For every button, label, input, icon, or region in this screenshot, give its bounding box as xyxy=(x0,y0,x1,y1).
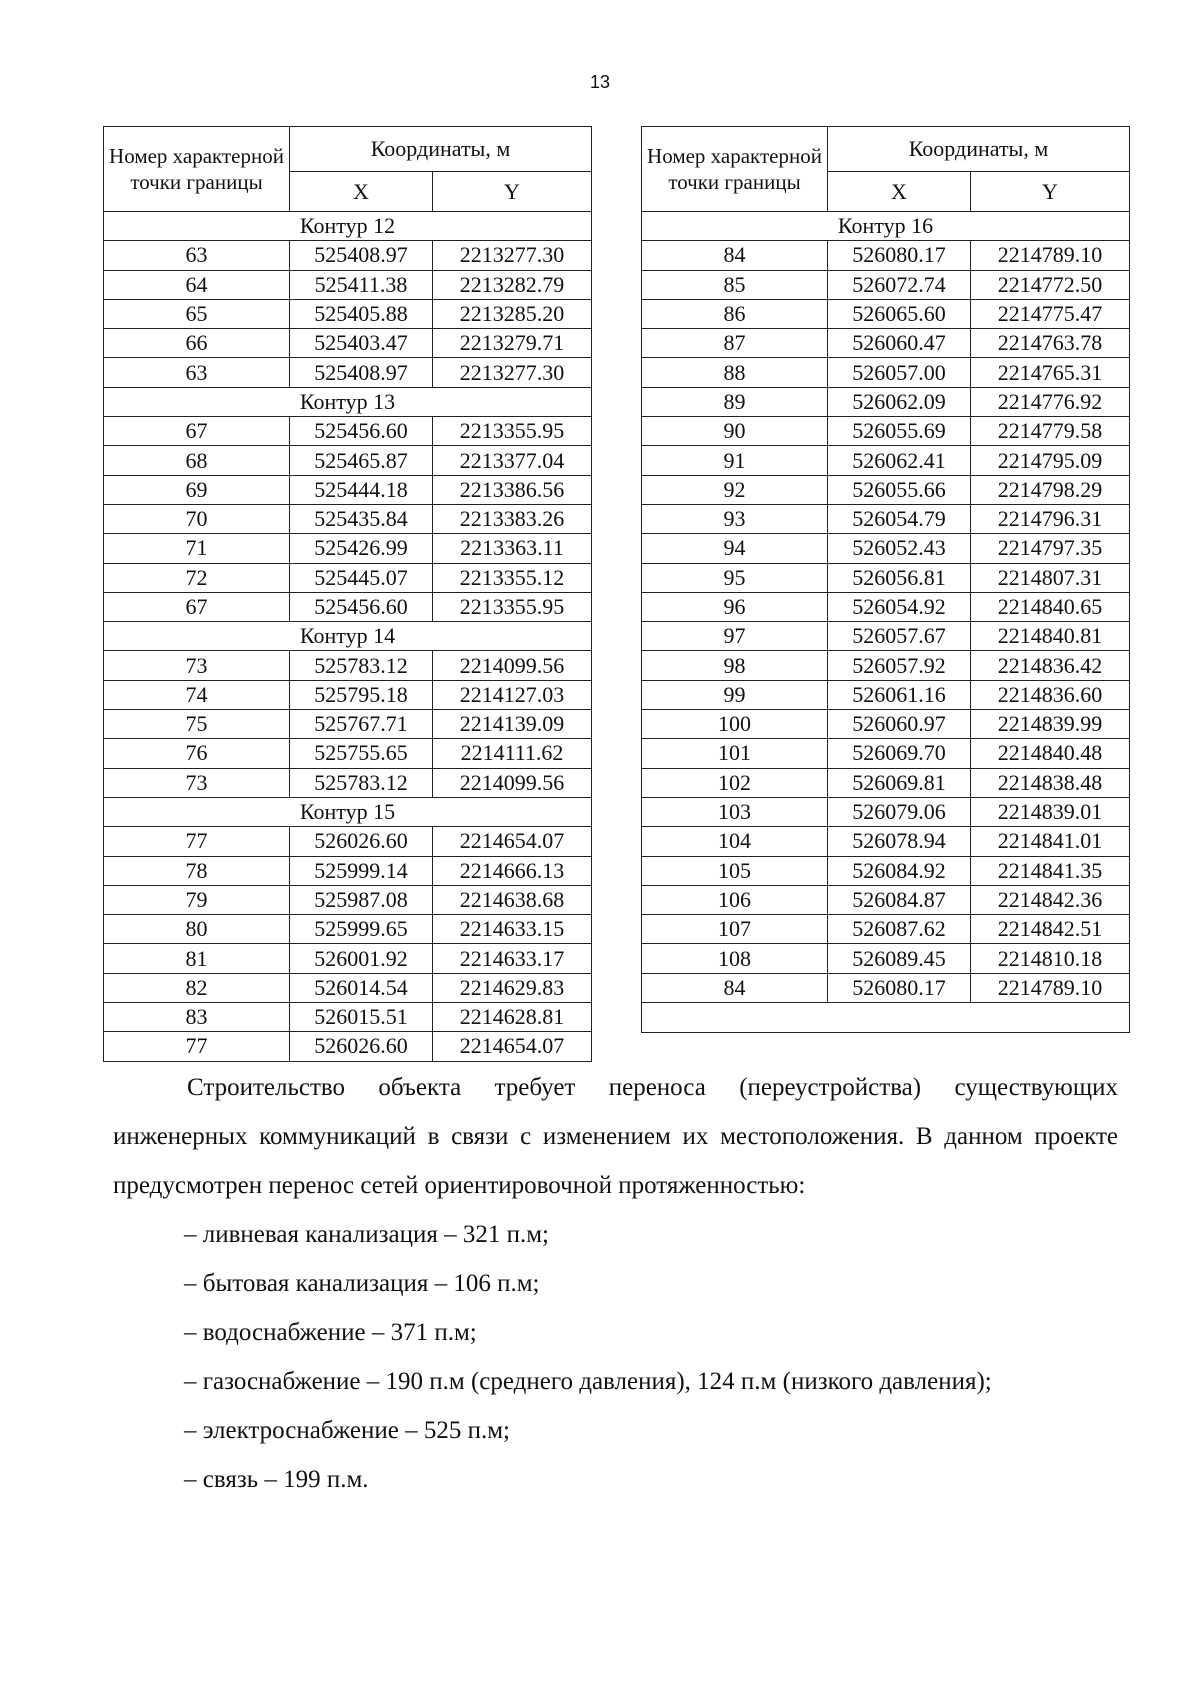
x-coordinate-cell: 526015.51 xyxy=(290,1003,433,1032)
table-row xyxy=(104,504,592,533)
point-number-cell: 101 xyxy=(642,739,828,768)
list-item: – бытовая канализация – 106 п.м; xyxy=(184,1270,540,1297)
point-number-cell: 108 xyxy=(642,944,828,973)
x-coordinate-cell: 525445.07 xyxy=(290,563,433,592)
contour-row xyxy=(104,387,592,416)
header-y: Y xyxy=(433,172,592,212)
list-item: – водоснабжение – 371 п.м; xyxy=(184,1319,477,1346)
coordinates-table-right xyxy=(641,126,1130,1033)
y-coordinate-cell: 2213282.79 xyxy=(433,270,592,299)
point-number-cell: 77 xyxy=(104,1032,290,1061)
table-row xyxy=(104,358,592,387)
y-coordinate-cell: 2214810.18 xyxy=(971,944,1130,973)
point-number-cell: 66 xyxy=(104,329,290,358)
point-number-cell: 78 xyxy=(104,856,290,885)
x-coordinate-cell: 526055.69 xyxy=(828,417,971,446)
y-coordinate-cell: 2214836.42 xyxy=(971,651,1130,680)
point-number-cell: 65 xyxy=(104,299,290,328)
point-number-cell: 67 xyxy=(104,417,290,446)
list-item: – газоснабжение – 190 п.м (среднего давления), 124 п.м (низкого давления); xyxy=(184,1368,992,1395)
header-x: X xyxy=(290,172,433,212)
y-coordinate-cell: 2214838.48 xyxy=(971,768,1130,797)
point-number-cell: 71 xyxy=(104,534,290,563)
contour-row xyxy=(104,797,592,826)
table-row xyxy=(642,973,1130,1002)
x-coordinate-cell: 526014.54 xyxy=(290,973,433,1002)
table-row xyxy=(642,534,1130,563)
point-number-cell: 80 xyxy=(104,915,290,944)
point-number-cell: 96 xyxy=(642,592,828,621)
page-number: 13 xyxy=(589,72,611,92)
point-number-cell: 98 xyxy=(642,651,828,680)
x-coordinate-cell: 525795.18 xyxy=(290,680,433,709)
table-row xyxy=(642,827,1130,856)
y-coordinate-cell: 2214797.35 xyxy=(971,534,1130,563)
list-item: – ливневая канализация – 321 п.м; xyxy=(184,1221,549,1248)
y-coordinate-cell: 2214841.01 xyxy=(971,827,1130,856)
x-coordinate-cell: 525408.97 xyxy=(290,241,433,270)
point-number-cell: 103 xyxy=(642,797,828,826)
point-number-cell: 95 xyxy=(642,563,828,592)
y-coordinate-cell: 2214789.10 xyxy=(971,973,1130,1002)
y-coordinate-cell: 2213386.56 xyxy=(433,475,592,504)
y-coordinate-cell: 2213383.26 xyxy=(433,504,592,533)
x-coordinate-cell: 526084.87 xyxy=(828,885,971,914)
y-coordinate-cell: 2214796.31 xyxy=(971,504,1130,533)
point-number-cell: 107 xyxy=(642,915,828,944)
point-number-cell: 100 xyxy=(642,710,828,739)
point-number-cell: 79 xyxy=(104,885,290,914)
contour-label: Контур 15 xyxy=(104,797,592,826)
table-row xyxy=(642,710,1130,739)
table-row xyxy=(642,915,1130,944)
table-row xyxy=(642,417,1130,446)
x-coordinate-cell: 525456.60 xyxy=(290,417,433,446)
y-coordinate-cell: 2214628.81 xyxy=(433,1003,592,1032)
table-row xyxy=(642,944,1130,973)
y-coordinate-cell: 2214840.65 xyxy=(971,592,1130,621)
x-coordinate-cell: 525999.65 xyxy=(290,915,433,944)
y-coordinate-cell: 2214776.92 xyxy=(971,387,1130,416)
x-coordinate-cell: 525426.99 xyxy=(290,534,433,563)
contour-label: Контур 12 xyxy=(104,212,592,241)
x-coordinate-cell: 525999.14 xyxy=(290,856,433,885)
table-row xyxy=(642,622,1130,651)
point-number-cell: 97 xyxy=(642,622,828,651)
x-coordinate-cell: 525987.08 xyxy=(290,885,433,914)
point-number-cell: 106 xyxy=(642,885,828,914)
table-row xyxy=(642,651,1130,680)
point-number-cell: 68 xyxy=(104,446,290,475)
y-coordinate-cell: 2214841.35 xyxy=(971,856,1130,885)
y-coordinate-cell: 2214111.62 xyxy=(433,739,592,768)
contour-row xyxy=(642,212,1130,241)
header-coordinates: Координаты, м xyxy=(290,127,592,172)
x-coordinate-cell: 526069.70 xyxy=(828,739,971,768)
point-number-cell: 82 xyxy=(104,973,290,1002)
y-coordinate-cell: 2213279.71 xyxy=(433,329,592,358)
contour-row xyxy=(104,212,592,241)
point-number-cell: 93 xyxy=(642,504,828,533)
table-row xyxy=(104,329,592,358)
x-coordinate-cell: 525444.18 xyxy=(290,475,433,504)
y-coordinate-cell: 2213277.30 xyxy=(433,358,592,387)
x-coordinate-cell: 526084.92 xyxy=(828,856,971,885)
table-row xyxy=(104,417,592,446)
utilities-list xyxy=(113,1210,1118,1504)
point-number-cell: 73 xyxy=(104,768,290,797)
table-row xyxy=(104,739,592,768)
y-coordinate-cell: 2213355.95 xyxy=(433,592,592,621)
y-coordinate-cell: 2214654.07 xyxy=(433,1032,592,1061)
x-coordinate-cell: 525783.12 xyxy=(290,768,433,797)
x-coordinate-cell: 525465.87 xyxy=(290,446,433,475)
y-coordinate-cell: 2214779.58 xyxy=(971,417,1130,446)
x-coordinate-cell: 526056.81 xyxy=(828,563,971,592)
table-row xyxy=(104,299,592,328)
x-coordinate-cell: 526072.74 xyxy=(828,270,971,299)
table-row xyxy=(104,563,592,592)
x-coordinate-cell: 526065.60 xyxy=(828,299,971,328)
x-coordinate-cell: 526057.92 xyxy=(828,651,971,680)
x-coordinate-cell: 526087.62 xyxy=(828,915,971,944)
table-row xyxy=(104,710,592,739)
table-row xyxy=(104,973,592,1002)
y-coordinate-cell: 2214654.07 xyxy=(433,827,592,856)
x-coordinate-cell: 525411.38 xyxy=(290,270,433,299)
y-coordinate-cell: 2214763.78 xyxy=(971,329,1130,358)
x-coordinate-cell: 526078.94 xyxy=(828,827,971,856)
header-point-number: Номер характерной точки границы xyxy=(642,127,828,212)
x-coordinate-cell: 526069.81 xyxy=(828,768,971,797)
table-row xyxy=(642,563,1130,592)
y-coordinate-cell: 2214629.83 xyxy=(433,973,592,1002)
x-coordinate-cell: 525783.12 xyxy=(290,651,433,680)
table-row xyxy=(104,1003,592,1032)
point-number-cell: 69 xyxy=(104,475,290,504)
paragraph: Строительство объекта требует переноса (переустройства) существующих инженерных коммуникаций в связи с изменением их местоположения. В данном проекте предусмотрен перенос сетей ориентировочной протяженностью: xyxy=(113,1074,1118,1199)
y-coordinate-cell: 2214840.48 xyxy=(971,739,1130,768)
point-number-cell: 105 xyxy=(642,856,828,885)
x-coordinate-cell: 525403.47 xyxy=(290,329,433,358)
y-coordinate-cell: 2214840.81 xyxy=(971,622,1130,651)
table-row xyxy=(104,534,592,563)
x-coordinate-cell: 526057.67 xyxy=(828,622,971,651)
point-number-cell: 73 xyxy=(104,651,290,680)
y-coordinate-cell: 2214666.13 xyxy=(433,856,592,885)
contour-row xyxy=(104,622,592,651)
point-number-cell: 63 xyxy=(104,358,290,387)
table-row xyxy=(104,885,592,914)
point-number-cell: 94 xyxy=(642,534,828,563)
table-row xyxy=(642,387,1130,416)
x-coordinate-cell: 525456.60 xyxy=(290,592,433,621)
table-row xyxy=(104,446,592,475)
table-row xyxy=(642,739,1130,768)
header-point-number: Номер характерной точки границы xyxy=(104,127,290,212)
y-coordinate-cell: 2214099.56 xyxy=(433,768,592,797)
point-number-cell: 74 xyxy=(104,680,290,709)
point-number-cell: 77 xyxy=(104,827,290,856)
x-coordinate-cell: 526001.92 xyxy=(290,944,433,973)
x-coordinate-cell: 526079.06 xyxy=(828,797,971,826)
x-coordinate-cell: 526026.60 xyxy=(290,1032,433,1061)
body-text xyxy=(113,1063,1118,1504)
x-coordinate-cell: 525755.65 xyxy=(290,739,433,768)
y-coordinate-cell: 2214099.56 xyxy=(433,651,592,680)
y-coordinate-cell: 2213363.11 xyxy=(433,534,592,563)
table-row xyxy=(642,768,1130,797)
x-coordinate-cell: 525408.97 xyxy=(290,358,433,387)
y-coordinate-cell: 2213355.12 xyxy=(433,563,592,592)
point-number-cell: 89 xyxy=(642,387,828,416)
x-coordinate-cell: 525767.71 xyxy=(290,710,433,739)
point-number-cell: 85 xyxy=(642,270,828,299)
y-coordinate-cell: 2214638.68 xyxy=(433,885,592,914)
y-coordinate-cell: 2213377.04 xyxy=(433,446,592,475)
table-row xyxy=(104,915,592,944)
point-number-cell: 99 xyxy=(642,680,828,709)
left-table-body xyxy=(104,212,592,1062)
table-row xyxy=(642,797,1130,826)
y-coordinate-cell: 2214795.09 xyxy=(971,446,1130,475)
table-row xyxy=(104,768,592,797)
table-row xyxy=(642,475,1130,504)
x-coordinate-cell: 526062.41 xyxy=(828,446,971,475)
point-number-cell: 86 xyxy=(642,299,828,328)
y-coordinate-cell: 2214836.60 xyxy=(971,680,1130,709)
x-coordinate-cell: 525405.88 xyxy=(290,299,433,328)
header-x: X xyxy=(828,172,971,212)
point-number-cell: 72 xyxy=(104,563,290,592)
contour-label: Контур 16 xyxy=(642,212,1130,241)
table-row xyxy=(642,504,1130,533)
x-coordinate-cell: 526060.47 xyxy=(828,329,971,358)
table-row xyxy=(642,856,1130,885)
table-row xyxy=(104,270,592,299)
y-coordinate-cell: 2214775.47 xyxy=(971,299,1130,328)
y-coordinate-cell: 2214807.31 xyxy=(971,563,1130,592)
point-number-cell: 64 xyxy=(104,270,290,299)
point-number-cell: 75 xyxy=(104,710,290,739)
x-coordinate-cell: 526054.92 xyxy=(828,592,971,621)
y-coordinate-cell: 2214842.36 xyxy=(971,885,1130,914)
x-coordinate-cell: 526089.45 xyxy=(828,944,971,973)
point-number-cell: 63 xyxy=(104,241,290,270)
table-row xyxy=(104,680,592,709)
y-coordinate-cell: 2214772.50 xyxy=(971,270,1130,299)
y-coordinate-cell: 2214765.31 xyxy=(971,358,1130,387)
table-row xyxy=(642,299,1130,328)
table-row xyxy=(104,856,592,885)
x-coordinate-cell: 526055.66 xyxy=(828,475,971,504)
header-coordinates: Координаты, м xyxy=(828,127,1130,172)
x-coordinate-cell: 526062.09 xyxy=(828,387,971,416)
x-coordinate-cell: 525435.84 xyxy=(290,504,433,533)
table-row xyxy=(104,475,592,504)
point-number-cell: 83 xyxy=(104,1003,290,1032)
table-row xyxy=(642,329,1130,358)
header-y: Y xyxy=(971,172,1130,212)
table-row xyxy=(104,827,592,856)
y-coordinate-cell: 2213277.30 xyxy=(433,241,592,270)
contour-label: Контур 13 xyxy=(104,387,592,416)
table-row xyxy=(104,592,592,621)
y-coordinate-cell: 2214789.10 xyxy=(971,241,1130,270)
y-coordinate-cell: 2213355.95 xyxy=(433,417,592,446)
x-coordinate-cell: 526080.17 xyxy=(828,241,971,270)
point-number-cell: 84 xyxy=(642,973,828,1002)
x-coordinate-cell: 526057.00 xyxy=(828,358,971,387)
y-coordinate-cell: 2214633.17 xyxy=(433,944,592,973)
point-number-cell: 70 xyxy=(104,504,290,533)
y-coordinate-cell: 2213285.20 xyxy=(433,299,592,328)
y-coordinate-cell: 2214798.29 xyxy=(971,475,1130,504)
y-coordinate-cell: 2214839.01 xyxy=(971,797,1130,826)
empty-row xyxy=(642,1003,1130,1033)
point-number-cell: 102 xyxy=(642,768,828,797)
y-coordinate-cell: 2214633.15 xyxy=(433,915,592,944)
table-row xyxy=(642,358,1130,387)
point-number-cell: 87 xyxy=(642,329,828,358)
y-coordinate-cell: 2214127.03 xyxy=(433,680,592,709)
x-coordinate-cell: 526026.60 xyxy=(290,827,433,856)
empty-cell xyxy=(642,1003,1130,1033)
table-row xyxy=(104,944,592,973)
point-number-cell: 90 xyxy=(642,417,828,446)
x-coordinate-cell: 526052.43 xyxy=(828,534,971,563)
table-row xyxy=(642,270,1130,299)
table-row xyxy=(104,1032,592,1061)
point-number-cell: 81 xyxy=(104,944,290,973)
table-row xyxy=(642,885,1130,914)
list-item: – электроснабжение – 525 п.м; xyxy=(184,1417,510,1444)
coordinates-table-left xyxy=(103,126,592,1062)
table-row xyxy=(642,446,1130,475)
list-item: – связь – 199 п.м. xyxy=(184,1466,369,1493)
point-number-cell: 76 xyxy=(104,739,290,768)
point-number-cell: 67 xyxy=(104,592,290,621)
point-number-cell: 88 xyxy=(642,358,828,387)
table-row xyxy=(642,592,1130,621)
point-number-cell: 84 xyxy=(642,241,828,270)
y-coordinate-cell: 2214842.51 xyxy=(971,915,1130,944)
point-number-cell: 91 xyxy=(642,446,828,475)
x-coordinate-cell: 526061.16 xyxy=(828,680,971,709)
right-table-body xyxy=(642,212,1130,1033)
x-coordinate-cell: 526054.79 xyxy=(828,504,971,533)
contour-label: Контур 14 xyxy=(104,622,592,651)
x-coordinate-cell: 526080.17 xyxy=(828,973,971,1002)
x-coordinate-cell: 526060.97 xyxy=(828,710,971,739)
point-number-cell: 104 xyxy=(642,827,828,856)
y-coordinate-cell: 2214139.09 xyxy=(433,710,592,739)
table-row xyxy=(104,651,592,680)
table-row xyxy=(642,241,1130,270)
y-coordinate-cell: 2214839.99 xyxy=(971,710,1130,739)
table-row xyxy=(642,680,1130,709)
point-number-cell: 92 xyxy=(642,475,828,504)
table-row xyxy=(104,241,592,270)
